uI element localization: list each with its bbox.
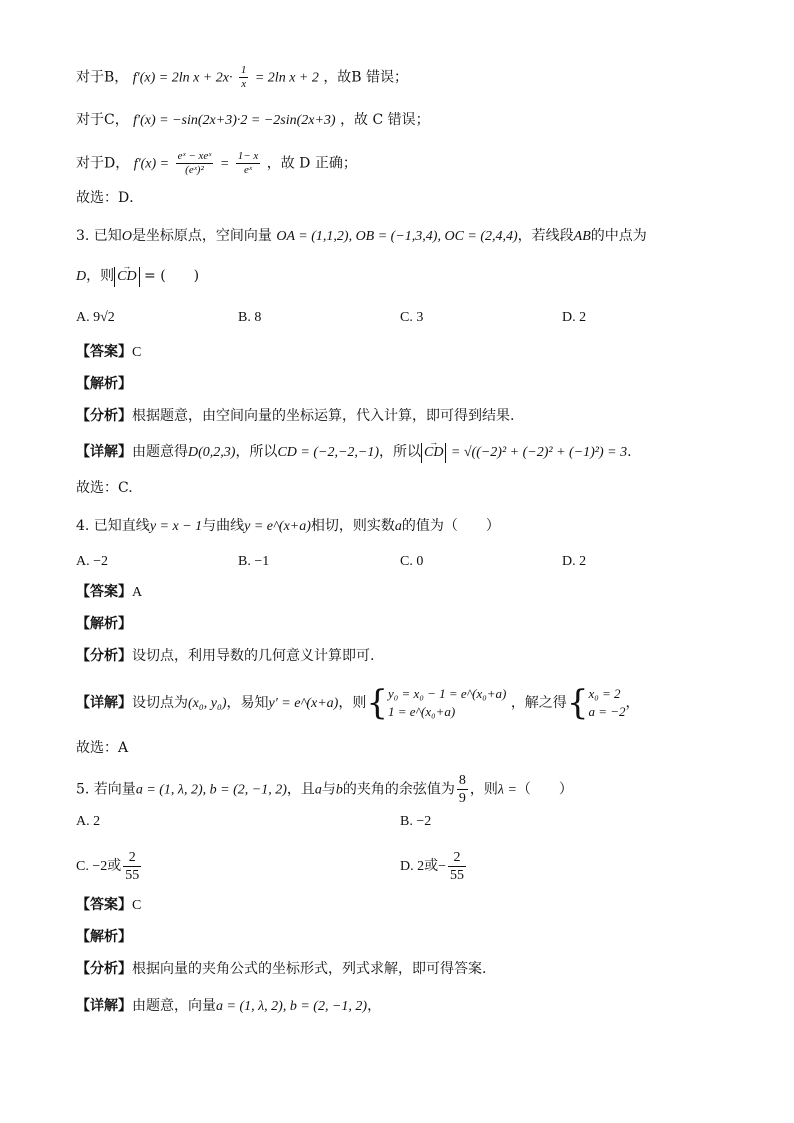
- fraction: [448, 849, 466, 884]
- text: 是坐标原点，空间向量: [131, 228, 272, 244]
- formula: = 2ln x + 2: [254, 70, 319, 86]
- q4-choose: [76, 738, 128, 758]
- solution-line-c: [76, 110, 430, 131]
- formula: (x₀, y₀): [188, 696, 227, 711]
- equation-system: [388, 685, 506, 721]
- text: ，所以: [235, 444, 278, 460]
- numerator: eˣ − xeˣ: [177, 150, 212, 162]
- numerator: 1− x: [237, 150, 259, 162]
- text: ，若线段: [517, 228, 574, 244]
- q3-option-a: A. 9√2: [76, 310, 115, 325]
- q5-option-a: A. 2: [76, 814, 101, 829]
- denominator: 55: [450, 868, 465, 884]
- text: ，则: [86, 268, 115, 284]
- denominator: eˣ: [244, 164, 252, 176]
- jiexi-tag: 【解析】: [76, 616, 132, 632]
- q5-xiangjie: [76, 996, 381, 1017]
- q4-answer: [76, 582, 142, 603]
- text: 对于C，: [76, 112, 129, 128]
- formula: CD = (−2,−2,−1): [277, 445, 379, 460]
- text: 4. 已知直线: [76, 518, 150, 534]
- formula: f′(x) =: [133, 156, 170, 172]
- fraction: [123, 849, 141, 884]
- equation-row: a = −2: [588, 704, 626, 719]
- text: 故选：D．: [76, 190, 144, 206]
- numerator: 8: [458, 773, 466, 788]
- formula: → CD: [114, 267, 139, 287]
- fraction: [457, 772, 468, 807]
- text: 的夹角的余弦值为: [342, 781, 455, 798]
- fraction: [176, 150, 214, 177]
- q3-xiangjie: [76, 442, 632, 463]
- text: 对于D，: [76, 155, 130, 172]
- option-text: D. 2或−: [400, 859, 447, 874]
- formula: y = x − 1: [149, 519, 203, 534]
- formula: a = (1, λ, 2), b = (2, −1, 2): [135, 782, 287, 798]
- text: ，则: [338, 695, 367, 711]
- equation-row: 1 = e^(x₀+a): [387, 704, 456, 719]
- formula: y′ = e^(x+a): [268, 696, 339, 711]
- fenxi-tag: 【分析】: [76, 961, 132, 977]
- fenxi-tag: 【分析】: [76, 408, 132, 424]
- text: （ ）: [516, 781, 573, 798]
- text: ，故B 错误；: [323, 69, 409, 86]
- text: 设切点，利用导数的几何意义计算即可.: [132, 648, 375, 664]
- formula: a = (1, λ, 2), b = (2, −1, 2): [216, 999, 368, 1014]
- choose-line: [76, 188, 143, 208]
- equation-system: [588, 685, 625, 721]
- formula: OA = (1,1,2), OB = (−1,3,4), OC = (2,4,4): [276, 229, 518, 244]
- text: 与曲线: [202, 518, 245, 534]
- formula: f′(x) = 2ln x + 2x·: [132, 70, 233, 86]
- formula: a: [394, 519, 402, 534]
- formula: D: [76, 269, 87, 284]
- q5-stem: [76, 772, 573, 808]
- q5-option-d: [400, 848, 468, 886]
- formula: = √((−2)² + (−2)² + (−1)²) = 3: [450, 445, 628, 460]
- q3-option-c: C. 3: [400, 310, 424, 325]
- text: ，所以: [379, 444, 421, 460]
- q4-option-a: A. −2: [76, 554, 109, 569]
- equation-row: y₀ = x₀ − 1 = e^(x₀+a): [387, 686, 507, 701]
- q5-fenxi: [76, 959, 486, 979]
- option-text: C. −2或: [76, 859, 122, 874]
- text: 设切点为: [132, 695, 188, 711]
- q3-answer: [76, 342, 141, 363]
- formula: y = e^(x+a): [244, 519, 311, 534]
- text: 相切，则实数: [310, 518, 395, 534]
- q3-option-b: B. 8: [238, 310, 262, 325]
- q4-option-c: C. 0: [400, 554, 424, 569]
- formula: O: [121, 229, 132, 244]
- xiangjie-tag: 【详解】: [76, 444, 132, 460]
- text: ，: [625, 695, 640, 711]
- denominator: (eˣ)²: [185, 164, 204, 176]
- text: ，易知: [226, 695, 269, 711]
- text: 根据题意，由空间向量的坐标运算，代入计算，即可得到结果.: [132, 408, 515, 424]
- q3-jiexi: [76, 374, 132, 394]
- q3-stem-line2: [76, 266, 199, 287]
- q5-jiexi: [76, 927, 132, 947]
- formula: a: [314, 782, 322, 798]
- text: ，则: [469, 781, 498, 798]
- answer-tag: 【答案】: [76, 897, 132, 913]
- text: 的值为（ ）: [401, 518, 500, 534]
- text: 对于B，: [76, 69, 129, 86]
- text: 的中点为: [590, 228, 647, 244]
- formula: =: [219, 156, 230, 172]
- xiangjie-tag: 【详解】: [76, 998, 132, 1014]
- formula: λ =: [497, 782, 517, 798]
- q3-stem-line1: [76, 226, 647, 247]
- q5-option-b: B. −2: [400, 814, 432, 829]
- text: ，故 D 正确；: [266, 155, 357, 172]
- formula: D(0,2,3): [188, 445, 236, 460]
- formula: b: [335, 782, 343, 798]
- text: 与: [321, 781, 336, 798]
- q5-answer: [76, 895, 141, 916]
- q5-option-c: [76, 848, 143, 886]
- denominator: 9: [458, 791, 466, 806]
- text: 由题意得: [132, 444, 188, 460]
- text: ，解之得: [510, 695, 567, 711]
- answer-value: A: [132, 585, 143, 600]
- fraction: [239, 64, 249, 91]
- text: ，: [367, 998, 382, 1014]
- fenxi-tag: 【分析】: [76, 648, 132, 664]
- answer-tag: 【答案】: [76, 584, 132, 600]
- numerator: 2: [448, 849, 466, 867]
- answer-value: C: [132, 898, 142, 913]
- left-brace: {: [366, 683, 388, 723]
- denominator: x: [241, 78, 247, 90]
- text: ，且: [286, 781, 315, 798]
- q4-xiangjie: [76, 681, 640, 726]
- denominator: 55: [125, 868, 140, 884]
- text: 由题意，向量: [132, 998, 216, 1014]
- formula: → CD: [421, 443, 446, 463]
- text: .: [627, 444, 632, 460]
- formula: f′(x) = −sin(2x+3)·2 = −2sin(2x+3): [133, 113, 336, 128]
- text: 故选：A: [76, 740, 129, 756]
- answer-tag: 【答案】: [76, 344, 132, 360]
- text: ，故 C 错误；: [340, 112, 430, 128]
- q3-choose: [76, 478, 133, 498]
- text: 3. 已知: [76, 228, 122, 244]
- numerator: 2: [123, 849, 141, 867]
- q3-option-d: D. 2: [562, 310, 587, 325]
- text: 5. 若向量: [76, 781, 136, 798]
- formula: AB: [573, 229, 591, 244]
- q4-fenxi: [76, 646, 374, 666]
- q4-option-b: B. −1: [238, 554, 270, 569]
- text: 根据向量的夹角公式的坐标形式，列式求解，即可得答案.: [132, 961, 487, 977]
- q4-stem: [76, 516, 500, 537]
- text: = ( ): [144, 268, 200, 284]
- xiangjie-tag: 【详解】: [76, 695, 132, 711]
- solution-line-b: [76, 64, 408, 91]
- q3-fenxi: [76, 406, 514, 426]
- q4-jiexi: [76, 614, 132, 634]
- fraction: [236, 150, 261, 177]
- numerator: 1: [240, 64, 247, 76]
- jiexi-tag: 【解析】: [76, 929, 132, 945]
- equation-row: x₀ = 2: [588, 686, 621, 701]
- q4-option-d: D. 2: [562, 554, 587, 569]
- solution-line-d: [76, 150, 357, 177]
- jiexi-tag: 【解析】: [76, 376, 132, 392]
- left-brace: {: [566, 683, 589, 723]
- answer-value: C: [132, 345, 142, 360]
- text: 故选：C.: [76, 480, 133, 496]
